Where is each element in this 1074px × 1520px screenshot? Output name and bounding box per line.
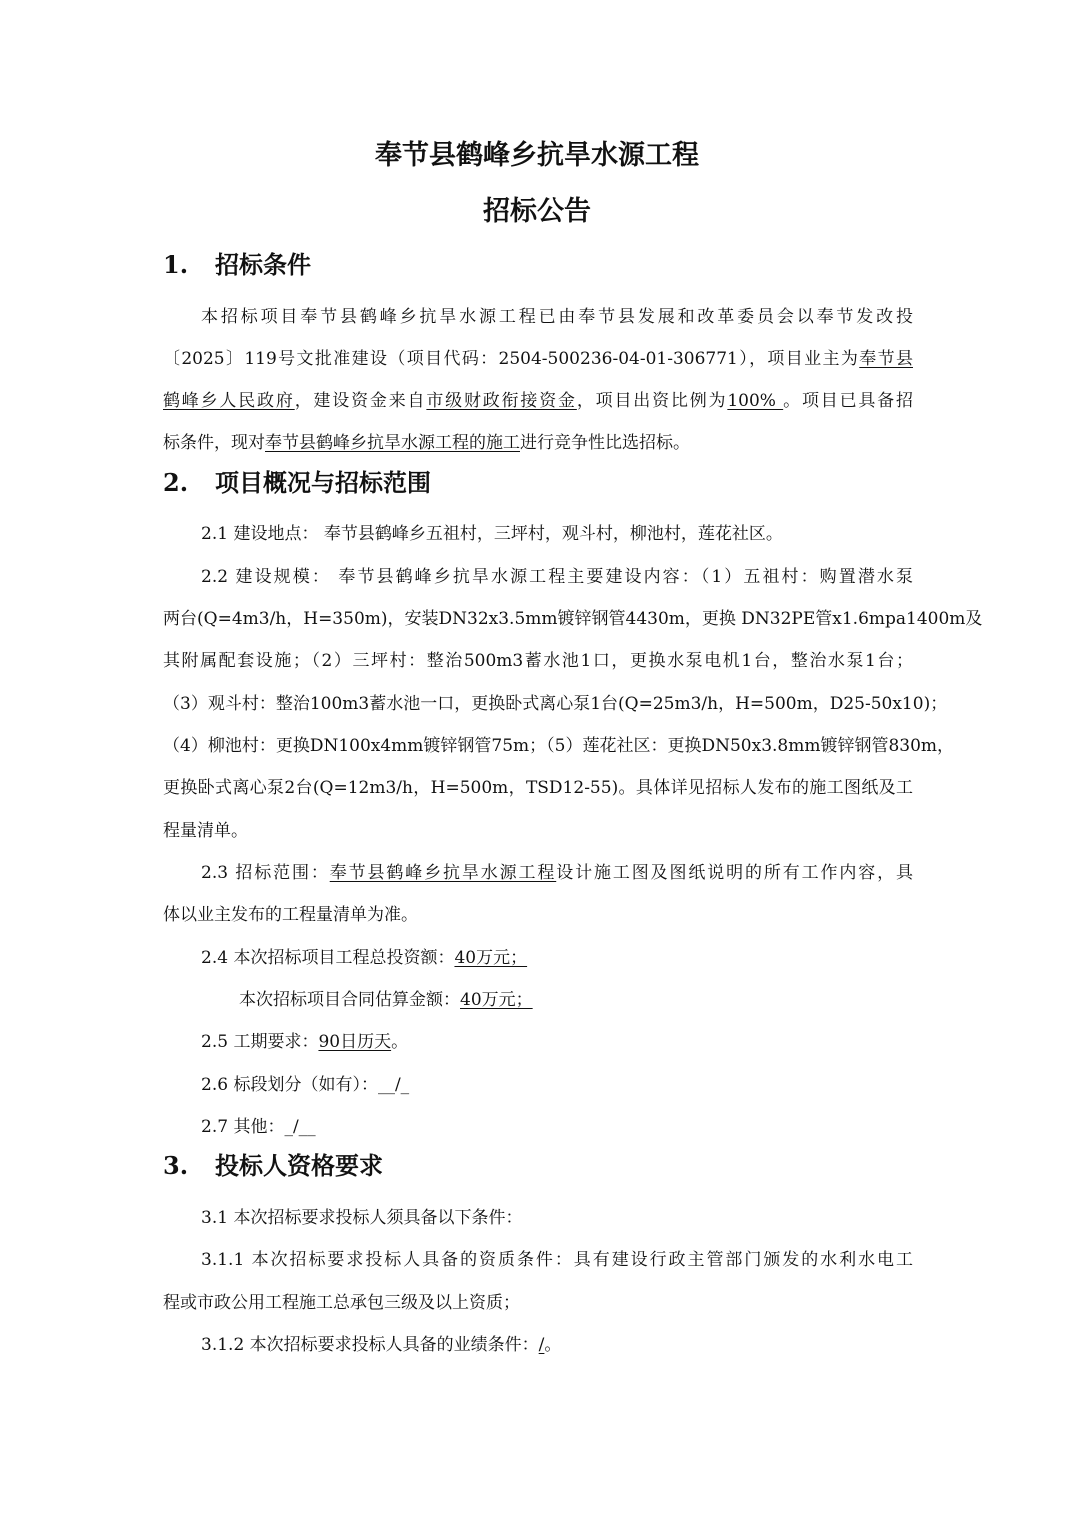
paragraph-line: 2.5 工期要求：90日历天。: [201, 1032, 409, 1052]
paragraph-line: 〔2025〕119号文批准建设（项目代码：2504-500236-04-01-306771），项目业主为奉节县: [163, 349, 913, 369]
paragraph-line: 2.4 本次招标项目工程总投资额：40万元；: [201, 948, 528, 968]
paragraph-line: 更换卧式离心泵2台(Q=12m3/h，H=500m，TSD12-55)。具体详见招标人发布的施工图纸及工: [163, 778, 913, 798]
section-3-heading: [163, 1146, 383, 1181]
paragraph-line: 两台(Q=4m3/h，H=350m)，安装DN32x3.5mm镀锌钢管4430m，更换 DN32PE管x1.6mpa1400m及: [163, 609, 983, 629]
paragraph-line: 其附属配套设施；（2）三坪村：整治500m3蓄水池1口，更换水泵电机1台，整治水泵1台；: [163, 651, 913, 671]
section-number: 1.: [163, 250, 189, 279]
section-2-heading: [163, 463, 431, 498]
paragraph-line: 3.1.1 本次招标要求投标人具备的资质条件：具有建设行政主管部门颁发的水利水电工: [201, 1250, 913, 1270]
document-title: 奉节县鹤峰乡抗旱水源工程: [375, 140, 699, 171]
paragraph-line: 本次招标项目合同估算金额：40万元；: [239, 990, 533, 1010]
paragraph-line: 程量清单。: [163, 821, 248, 841]
paragraph-line: 标条件，现对奉节县鹤峰乡抗旱水源工程的施工进行竞争性比选招标。: [163, 433, 690, 453]
paragraph-line: （4）柳池村：更换DN100x4mm镀锌钢管75m；（5）莲花社区：更换DN50x3.8mm镀锌钢管830m，: [163, 736, 955, 756]
section-1-heading: [163, 245, 311, 280]
section-title: 招标条件: [215, 250, 311, 279]
document-subtitle: 招标公告: [483, 196, 591, 227]
paragraph-line: 本招标项目奉节县鹤峰乡抗旱水源工程已由奉节县发展和改革委员会以奉节发改投: [201, 307, 913, 327]
section-number: 2.: [163, 468, 189, 497]
paragraph-line: 2.1 建设地点： 奉节县鹤峰乡五祖村，三坪村，观斗村，柳池村，莲花社区。: [201, 524, 783, 544]
section-title: 投标人资格要求: [215, 1151, 383, 1180]
paragraph-line: 体以业主发布的工程量清单为准。: [163, 905, 418, 925]
paragraph-line: 程或市政公用工程施工总承包三级及以上资质；: [163, 1293, 520, 1313]
paragraph-line: 2.2 建设规模： 奉节县鹤峰乡抗旱水源工程主要建设内容：（1）五祖村：购置潜水泵: [201, 567, 913, 587]
paragraph-line: 2.7 其他：_/__: [201, 1117, 316, 1137]
paragraph-line: 3.1 本次招标要求投标人须具备以下条件：: [201, 1208, 523, 1228]
paragraph-line: 鹤峰乡人民政府，建设资金来自市级财政衔接资金，项目出资比例为100% 。项目已具备招: [163, 391, 914, 411]
paragraph-line: 3.1.2 本次招标要求投标人具备的业绩条件：/。: [201, 1335, 562, 1355]
paragraph-line: 2.6 标段划分（如有）：__/_: [201, 1075, 410, 1095]
section-title: 项目概况与招标范围: [215, 468, 431, 497]
section-number: 3.: [163, 1151, 189, 1180]
paragraph-line: 2.3 招标范围：奉节县鹤峰乡抗旱水源工程设计施工图及图纸说明的所有工作内容，具: [201, 863, 913, 883]
paragraph-line: （3）观斗村：整治100m3蓄水池一口，更换卧式离心泵1台(Q=25m3/h，H=500m，D25-50x10)；: [163, 694, 948, 714]
